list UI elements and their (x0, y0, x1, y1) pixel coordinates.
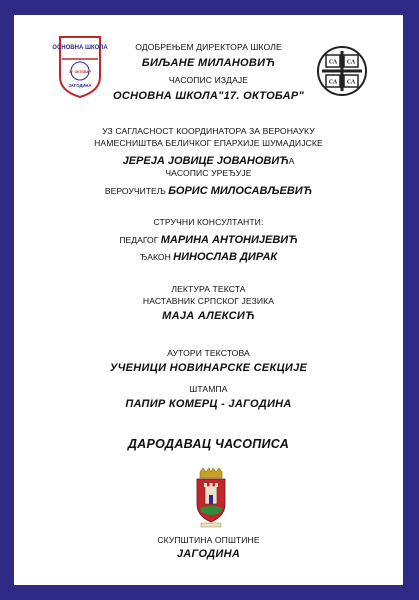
school-name: ОСНОВНА ШКОЛА"17. ОКТОБАР" (113, 90, 304, 102)
print-label: ШТАМПА (189, 384, 228, 394)
svg-text:СА: СА (328, 79, 338, 86)
teacher-line (14, 182, 403, 198)
approval-line: ОДОБРЕЊЕМ ДИРЕКТОРА ШКОЛЕ (135, 42, 282, 52)
consent-line-2: НАМЕСНИШТВА БЕЛИЧКОГ ЕПАРХИЈЕ ШУМАДИЈСКЕ (94, 138, 323, 148)
donor-title: ДАРОДАВАЦ ЧАСОПИСА (127, 437, 290, 451)
lecture-label: ЛЕКТУРА ТЕКСТА (171, 284, 246, 294)
school-logo-bottom: ЈАГОДИНА (68, 83, 92, 88)
assembly-label: СКУПШТИНА ОПШТИНЕ (157, 535, 260, 545)
cover-page (14, 15, 403, 585)
print-name: ПАПИР КОМЕРЦ - ЈАГОДИНА (125, 398, 292, 410)
svg-text:СА: СА (328, 59, 338, 66)
lecture-teacher-label: НАСТАВНИК СРПСКОГ ЈЕЗИКА (142, 296, 275, 306)
consultants-label: СТРУЧНИ КОНСУЛТАНТИ: (153, 217, 264, 227)
coat-of-arms (194, 468, 228, 528)
teacher-prefix: ВЕРОУЧИТЕЉ (104, 186, 169, 196)
donor-city: ЈАГОДИНА (176, 548, 241, 560)
deacon-name: НИНОСЛАВ ДИРАК (173, 251, 278, 263)
svg-text:СА: СА (346, 79, 356, 86)
publisher-label: ЧАСОПИС ИЗДАЈЕ (168, 75, 249, 85)
pedagogue-prefix: ПЕДАГОГ (119, 235, 161, 245)
authors-name: УЧЕНИЦИ НОВИНАРСКЕ СЕКЦИЈЕ (109, 362, 308, 374)
priest-name: ЈЕРЕЈА ЈОВИЦЕ ЈОВАНОВИЋ (122, 155, 289, 167)
teacher-name: БОРИС МИЛОСАВЉЕВИЋ (168, 185, 313, 197)
lecture-name: МАЈА АЛЕКСИЋ (162, 310, 255, 322)
deacon-prefix: ЂАКОН (139, 252, 174, 262)
pedagogue-line (14, 231, 403, 247)
school-logo-number: 17. ОКТОБАР (68, 70, 92, 74)
priest-suffix: А (288, 156, 295, 166)
svg-text:СА: СА (346, 59, 356, 66)
priest-line (14, 152, 403, 168)
cross-seal-icon (316, 45, 368, 97)
authors-label: АУТОРИ ТЕКСТОВА (167, 348, 250, 358)
school-logo-top: ОСНОВНА ШКОЛА (52, 45, 108, 51)
editor-label: ЧАСОПИС УРЕЂУЈЕ (165, 168, 252, 178)
coat-of-arms-icon (194, 468, 228, 528)
pedagogue-name: МАРИНА АНТОНИЈЕВИЋ (160, 234, 298, 246)
consent-line-1: УЗ САГЛАСНОСТ КООРДИНАТОРА ЗА ВЕРОНАУКУ (102, 126, 315, 136)
seal-logo (316, 45, 368, 97)
director-name: БИЉАНЕ МИЛАНОВИЋ (141, 57, 276, 69)
deacon-line (14, 248, 403, 264)
